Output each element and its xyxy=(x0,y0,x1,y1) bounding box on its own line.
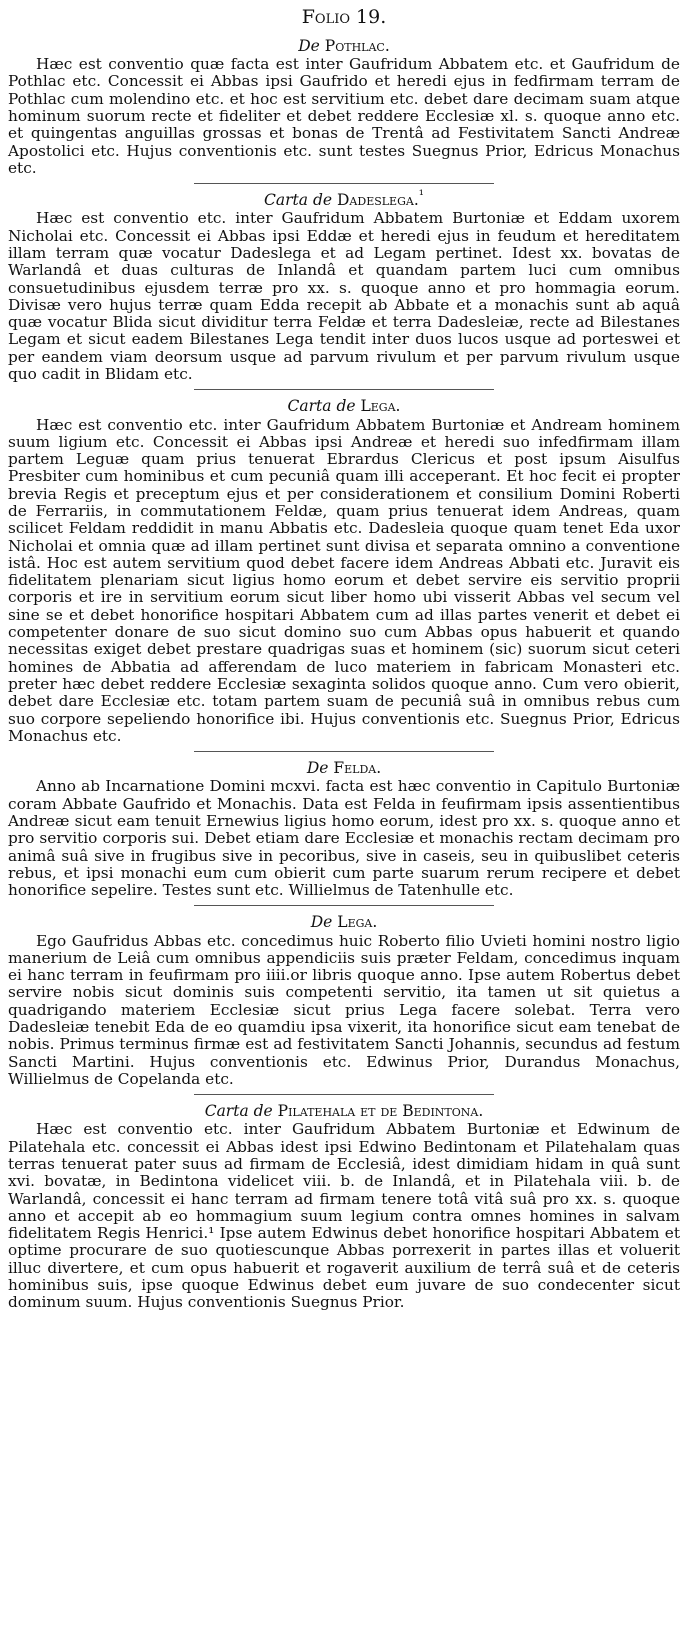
footnote-marker: ¹ xyxy=(418,188,424,204)
heading-name: Lega. xyxy=(337,913,378,932)
heading-name: Pilatehala et de Bedintona. xyxy=(277,1102,484,1121)
section-dadeslega xyxy=(8,188,680,383)
section-heading xyxy=(8,34,680,55)
heading-prefix: De xyxy=(310,913,333,932)
heading-prefix: Carta de xyxy=(287,397,356,416)
heading-name: Felda. xyxy=(333,759,382,778)
section-heading xyxy=(8,910,680,931)
section-pilatehala xyxy=(8,1099,680,1311)
heading-prefix: Carta de xyxy=(264,191,333,210)
section-heading xyxy=(8,394,680,415)
heading-name: Dadeslega. xyxy=(337,191,419,210)
section-text: Ego Gaufridus Abbas etc. concedimus huic Roberto filio Uvieti homini nostro ligio manerium de Leiâ cum omnibus appendiciis suis præter Feldam, concedimus inquam ei hanc terram in feufirmam pro iiii.or libris quoque anno. Ipse autem Robertus debet servire nobis sicut dominis suis competenti servitio, ita tamen ut sit quietus a quadrigando materiem Ecclesiæ sicut prius Lega facere solebat. Terra vero Dadesleiæ tenebit Eda de eo quamdiu ipsa vixerit, ita honorifice sicut eam tenebat de nobis. Primus terminus firmæ est ad festivitatem Sancti Johannis, secundus ad festum Sancti Martini. Hujus conventionis etc. Edwinus Prior, Durandus Monachus, Willielmus de Copelanda etc. xyxy=(8,931,680,1088)
section-text: Hæc est conventio quæ facta est inter Gaufridum Abbatem etc. et Gaufridum de Pothlac etc. Concessit ei Abbas ipsi Gaufrido et heredi ejus in fedfirmam terram de Pothlac cum molendino etc. et hoc est servitium etc. debet dare decimam suam atque hominum suorum recte et fideliter et debet reddere Ecclesiæ xl. s. quoque anno etc. et quingentas anguillas grossas et bonas de Trentâ ad Festivitatem Sancti Andreæ Apostolici etc. Hujus conventionis etc. sunt testes Suegnus Prior, Edricus Monachus etc. xyxy=(8,55,680,177)
section-heading xyxy=(8,756,680,777)
divider xyxy=(194,751,494,752)
section-text: Hæc est conventio etc. inter Gaufridum Abbatem Burtoniæ et Andream hominem suum ligium etc. Concessit ei Abbas ipsi Andreæ et heredi suo infedfirmam illam partem Leguæ quam prius tenuerat Ebrardus Clericus et post ipsum Aisulfus Presbiter cum hominibus et cum pecuniâ quam illi acceperant. Et hoc fecit ei propter brevia Regis et preceptum ejus et per considerationem et consilium Domini Roberti de Ferrariis, in commutationem Feldæ, quam prius tenuerat idem Andreas, quam scilicet Feldam reddidit in manu Abbatis etc. Dadesleia quoque quam tenet Eda uxor Nicholai et omnia quæ ad illam pertinet sunt divisa et separata omnino a conventione istâ. Hoc est autem servitium quod debet facere idem Andreas Abbati etc. Juravit eis fidelitatem plenariam sicut ligius homo eorum et debet servire eis servitio proprii corporis et ire in servitium eorum sicut liber homo ubi visserit Abbas vel secum vel sine se et debet honorifice hospitari Abbatem cum ad illas partes venerit et debet ei competenter donare de suo sicut domino suo cum Abbas opus habuerit et quando necessitas exiget debet prestare quadrigas suas et hominem (sic) suorum sicut ceteri homines de Abbatia ad afferendam de luco materiem in fabricam Monasteri etc. preter hæc debet reddere Ecclesiæ sexaginta solidos quoque anno. Cum vero obierit, debet dare Ecclesiæ etc. totam partem suam de pecuniâ suâ in omnibus rebus cum suo corpore sepeliendo honorifice ibi. Hujus conventionis etc. Suegnus Prior, Edricus Monachus etc. xyxy=(8,415,680,745)
heading-prefix: De xyxy=(298,37,320,56)
section-lega-2 xyxy=(8,910,680,1088)
divider xyxy=(194,905,494,906)
divider xyxy=(194,1094,494,1095)
section-pothlac xyxy=(8,34,680,177)
folio-number: Folio 19. xyxy=(301,6,387,28)
section-text: Anno ab Incarnatione Domini mcxvi. facta est hæc conventio in Capitulo Burtoniæ coram Abbate Gaufrido et Monachis. Data est Felda in feufirmam ipsis assentientibus Andreæ sicut eam tenuit Ernewius ligius homo eorum, idest pro xx. s. quoque anno et pro servitio corporis sui. Debet etiam dare Ecclesiæ et monachis rectam decimam pro animâ suâ sive in frugibus sive in pecoribus, sive in caseis, seu in quibuslibet ceteris rebus, et ipsi monachi eum cum obierit cum parte suarum rerum recipere et debet honorifice sepelire. Testes sunt etc. Willielmus de Tatenhulle etc. xyxy=(8,777,680,900)
section-text: Hæc est conventio etc. inter Gaufridum Abbatem Burtoniæ et Eddam uxorem Nicholai etc. Concessit ei Abbas ipsi Eddæ et heredi ejus in feudum et hereditatem illam terram quæ vocatur Dadeslega et ad Legam pertinet. Idest xx. bovatas de Warlandâ et duas culturas de Inlandâ et quandam partem luci cum omnibus consuetudinibus ejusdem terræ pro xx. s. quoque anno et pro hommagia eorum. Divisæ vero hujus terræ quam Edda recepit ab Abbate et a monachis sunt ab aquâ quæ vocatur Blida sicut dividitur terra Feldæ et terra Dadesleiæ, recte ad Bilestanes Legam et sicut eadem Bilestanes Lega tendit inter duos lucos usque ad porteswei et per eandem viam deorsum usque ad parvum rivulum et per parvum rivulum usque quo cadit in Blidam etc. xyxy=(8,209,680,384)
section-heading xyxy=(8,188,680,209)
divider xyxy=(194,389,494,390)
divider xyxy=(194,183,494,184)
heading-name: Lega. xyxy=(360,397,401,416)
heading-prefix: De xyxy=(306,759,329,778)
section-text: Hæc est conventio etc. inter Gaufridum Abbatem Burtoniæ et Edwinum de Pilatehala etc. concessit ei Abbas idest ipsi Edwino Bedintonam et Pilatehalam quas terras tenuerat pater suus ad firmam de Ecclesiâ, idest dimidiam hidam in quâ sunt xvi. bovatæ, in Bedintona videlicet viii. b. de Inlandâ, et in Pilatehala viii. b. de Warlandâ, concessit ei hanc terram ad firmam tenere totâ vitâ suâ pro xx. s. quoque anno et accepit ab eo hommagium suum legium contra omnes homines in salvam fidelitatem Regis Henrici.¹ Ipse autem Edwinus debet honorifice hospitari Abbatem et optime procurare de suo quotiescunque Abbas porrexerit in partes illas et voluerit illuc divertere, et cum opus habuerit et rogaverit auxilium de terrâ suâ et de ceteris hominibus suis, ipse quoque Edwinus debet eum juvare de suo condecenter sicut dominum suum. Hujus conventionis Suegnus Prior. xyxy=(8,1120,680,1312)
section-lega xyxy=(8,394,680,745)
section-heading xyxy=(8,1099,680,1120)
heading-prefix: Carta de xyxy=(204,1102,273,1121)
heading-name: Pothlac. xyxy=(324,37,390,56)
section-felda xyxy=(8,756,680,899)
